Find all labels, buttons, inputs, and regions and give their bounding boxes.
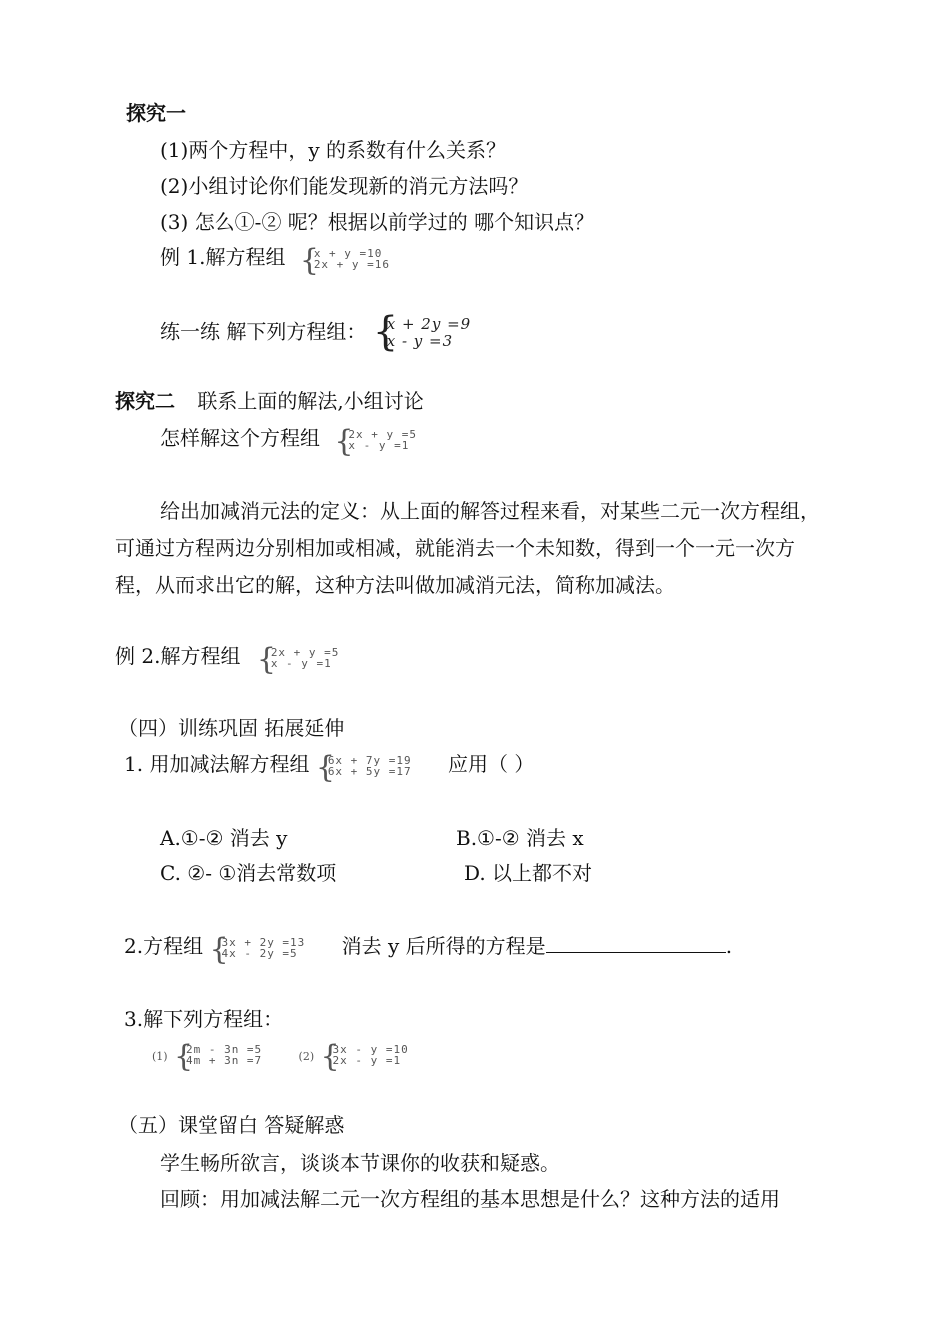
explore1-title: 探究一	[126, 101, 186, 125]
brace-icon: {	[299, 242, 319, 278]
q2-end: .	[725, 934, 733, 958]
definition-line-1: 给出加减消元法的定义：从上面的解答过程来看，对某些二元一次方程组，	[160, 499, 820, 523]
explore2-heading	[115, 388, 424, 414]
explore1-question-2: (2)小组讨论你们能发现新的消元方法吗？	[160, 174, 529, 198]
brace-icon: {	[334, 423, 354, 459]
section5-line-2: 回顾：用加减法解二元一次方程组的基本思想是什么？这种方法的适用	[160, 1187, 780, 1211]
brace-icon: {	[320, 1038, 340, 1074]
brace-icon: {	[315, 749, 335, 785]
q1-tail: 应用（ ）	[448, 752, 535, 776]
section4-q1-row	[124, 749, 535, 785]
q3a-number: (1)	[152, 1050, 168, 1063]
practice-row	[160, 309, 472, 355]
example1-system: { x + y =10 2x + y =16	[299, 242, 391, 278]
explore2-system: { 2x + y =5 x - y =1	[334, 423, 417, 459]
practice-system: { x + 2y =9 x - y =3	[372, 309, 472, 355]
q3a-system: { 2m - 3n =5 4m + 3n =7	[173, 1038, 263, 1074]
brace-icon: {	[256, 641, 276, 677]
q2-label: 2.方程组	[124, 934, 204, 958]
definition-line-2: 可通过方程两边分别相加或相减，就能消去一个未知数，得到一个一元一次方	[115, 536, 795, 560]
option-c: C. ②- ①消去常数项	[160, 861, 337, 885]
brace-icon: {	[173, 1038, 194, 1074]
q3b-number: (2)	[298, 1050, 315, 1063]
section5-title: （五）课堂留白 答疑解惑	[118, 1113, 345, 1137]
section4-q2-row	[124, 931, 733, 967]
brace-icon: {	[372, 309, 399, 355]
explore2-title: 探究二	[115, 389, 175, 413]
example1-row	[160, 242, 391, 278]
definition-line-3: 程，从而求出它的解，这种方法叫做加减消元法，简称加减法。	[115, 573, 675, 597]
answer-blank	[546, 932, 726, 953]
section4-title: （四）训练巩固 拓展延伸	[118, 716, 345, 740]
q1-system: { 6x + 7y =19 6x + 5y =17	[315, 749, 412, 785]
option-b: B.①-② 消去 x	[456, 826, 584, 850]
example2-system: { 2x + y =5 x - y =1	[256, 641, 340, 677]
option-a: A.①-② 消去 y	[160, 826, 288, 850]
explore2-row	[160, 423, 417, 459]
explore1-question-1: (1)两个方程中，y 的系数有什么关系？	[160, 138, 506, 162]
section4-q3-label: 3.解下列方程组：	[124, 1007, 284, 1031]
example1-label: 例 1.解方程组	[160, 245, 286, 269]
example2-label: 例 2.解方程组	[115, 644, 241, 668]
brace-icon: {	[209, 931, 229, 967]
q2-tail: 消去 y 后所得的方程是	[341, 934, 546, 958]
section4-q3-row	[152, 1038, 409, 1074]
q3b-system: { 3x - y =10 2x - y =1	[320, 1038, 409, 1074]
q1-label: 1. 用加减法解方程组	[124, 752, 310, 776]
explore2-how-label: 怎样解这个方程组	[160, 426, 320, 450]
example2-row	[115, 641, 340, 677]
option-d: D. 以上都不对	[464, 861, 593, 885]
q2-system: { 3x + 2y =13 4x - 2y =5	[209, 931, 306, 967]
practice-label: 练一练 解下列方程组：	[160, 319, 367, 344]
explore1-question-3: (3) 怎么①-② 呢？根据以前学过的 哪个知识点？	[160, 210, 595, 234]
explore2-subtitle: 联系上面的解法,小组讨论	[197, 389, 424, 413]
section5-line-1: 学生畅所欲言，谈谈本节课你的收获和疑惑。	[160, 1151, 560, 1175]
